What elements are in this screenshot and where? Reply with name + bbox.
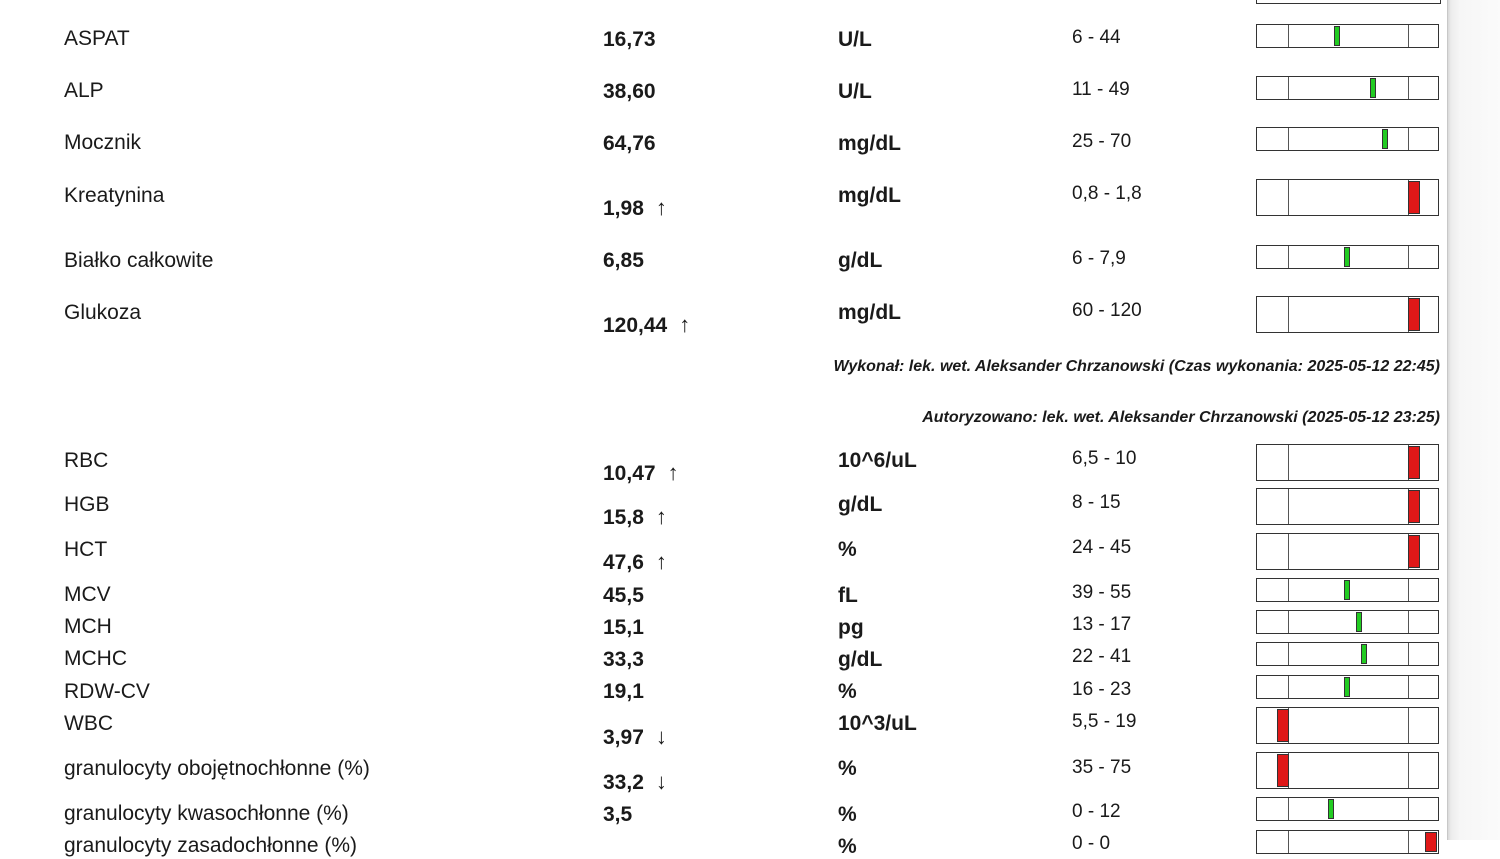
- result-unit: 10^6/uL: [838, 449, 917, 472]
- result-value: [603, 584, 644, 608]
- range-indicator-bar: [1256, 642, 1439, 666]
- range-upper-divider: [1408, 798, 1409, 820]
- range-indicator-bar: [1256, 127, 1439, 151]
- result-value: [603, 195, 667, 221]
- out-of-range-marker: [1277, 754, 1289, 787]
- range-indicator-bar: [1256, 488, 1439, 525]
- range-lower-divider: [1288, 297, 1289, 332]
- range-upper-divider: [1408, 611, 1409, 633]
- test-name: RDW-CV: [64, 680, 150, 703]
- result-unit: 10^3/uL: [838, 712, 917, 735]
- result-unit: U/L: [838, 28, 872, 51]
- test-name: MCHC: [64, 647, 127, 670]
- performed-by-signature: Wykonał: lek. wet. Aleksander Chrzanowski (Czas wykonania: 2025-05-12 22:45): [833, 358, 1440, 375]
- range-indicator-bar: [1256, 797, 1439, 821]
- authorized-by-signature: Autoryzowano: lek. wet. Aleksander Chrzanowski (2025-05-12 23:25): [922, 409, 1440, 426]
- out-of-range-marker: [1408, 181, 1420, 214]
- reference-range: 6,5 - 10: [1072, 448, 1137, 469]
- arrow-up-icon: ↑: [679, 312, 691, 337]
- test-name: RBC: [64, 449, 109, 472]
- reference-range: 0 - 0: [1072, 833, 1111, 854]
- reference-range: 0 - 12: [1072, 801, 1121, 822]
- result-value: [603, 504, 667, 530]
- range-lower-divider: [1288, 246, 1289, 268]
- arrow-up-icon: ↑: [655, 195, 667, 220]
- result-value: [603, 616, 644, 640]
- result-value-text: 33,3: [603, 648, 644, 671]
- result-unit: g/dL: [838, 249, 883, 272]
- reference-range: 25 - 70: [1072, 131, 1132, 152]
- test-name: granulocyty obojętnochłonne (%): [64, 757, 370, 780]
- range-upper-divider: [1408, 128, 1409, 150]
- reference-range: 6 - 44: [1072, 27, 1121, 48]
- result-value-text: 16,73: [603, 28, 656, 51]
- reference-range: 13 - 17: [1072, 614, 1132, 635]
- in-range-marker: [1334, 26, 1340, 46]
- reference-range: 22 - 41: [1072, 646, 1132, 667]
- reference-range: 35 - 75: [1072, 757, 1132, 778]
- range-indicator-bar: [1256, 610, 1439, 634]
- range-indicator-bar: [1256, 675, 1439, 699]
- result-unit: g/dL: [838, 648, 883, 671]
- result-unit: fL: [838, 584, 858, 607]
- range-indicator-bar: [1256, 76, 1439, 100]
- in-range-marker: [1344, 677, 1350, 697]
- result-value-text: 33,2: [603, 771, 644, 794]
- clipped-range-bar: [1256, 0, 1441, 4]
- reference-range: 24 - 45: [1072, 537, 1132, 558]
- result-value: [603, 680, 644, 704]
- test-name: WBC: [64, 712, 113, 735]
- result-value: [603, 803, 632, 827]
- arrow-up-icon: ↑: [655, 549, 667, 574]
- range-upper-divider: [1408, 831, 1409, 853]
- result-value: [603, 80, 656, 104]
- range-upper-divider: [1408, 77, 1409, 99]
- range-upper-divider: [1408, 246, 1409, 268]
- test-name: Białko całkowite: [64, 249, 214, 272]
- range-indicator-bar: [1256, 245, 1439, 269]
- out-of-range-marker: [1425, 832, 1437, 852]
- test-name: ASPAT: [64, 27, 130, 50]
- range-lower-divider: [1288, 676, 1289, 698]
- in-range-marker: [1344, 247, 1350, 267]
- range-upper-divider: [1408, 708, 1409, 743]
- range-lower-divider: [1288, 77, 1289, 99]
- test-name: HCT: [64, 538, 108, 561]
- range-upper-divider: [1408, 676, 1409, 698]
- arrow-down-icon: ↓: [655, 769, 667, 794]
- range-indicator-bar: [1256, 707, 1439, 744]
- result-value: [603, 648, 644, 672]
- result-value-text: 3,97: [603, 726, 644, 749]
- in-range-marker: [1328, 799, 1334, 819]
- result-unit: mg/dL: [838, 184, 901, 207]
- range-lower-divider: [1288, 831, 1289, 853]
- out-of-range-marker: [1408, 535, 1420, 568]
- range-lower-divider: [1288, 643, 1289, 665]
- range-indicator-bar: [1256, 444, 1439, 481]
- in-range-marker: [1382, 129, 1388, 149]
- result-value: [603, 549, 667, 575]
- range-upper-divider: [1408, 753, 1409, 788]
- result-value-text: 1,98: [603, 197, 644, 220]
- arrow-up-icon: ↑: [667, 460, 679, 485]
- in-range-marker: [1370, 78, 1376, 98]
- in-range-marker: [1356, 612, 1362, 632]
- result-value: [603, 249, 644, 273]
- range-lower-divider: [1288, 611, 1289, 633]
- range-lower-divider: [1288, 25, 1289, 47]
- range-lower-divider: [1288, 579, 1289, 601]
- result-value: [603, 724, 667, 750]
- range-indicator-bar: [1256, 179, 1439, 216]
- range-upper-divider: [1408, 579, 1409, 601]
- result-unit: mg/dL: [838, 301, 901, 324]
- out-of-range-marker: [1408, 446, 1420, 479]
- out-of-range-marker: [1408, 298, 1420, 331]
- result-value-text: 15,1: [603, 616, 644, 639]
- out-of-range-marker: [1277, 709, 1289, 742]
- in-range-marker: [1344, 580, 1350, 600]
- result-value-text: 10,47: [603, 462, 656, 485]
- range-lower-divider: [1288, 534, 1289, 569]
- range-indicator-bar: [1256, 296, 1439, 333]
- range-upper-divider: [1408, 643, 1409, 665]
- result-value: [603, 132, 656, 156]
- result-unit: %: [838, 538, 857, 561]
- range-indicator-bar: [1256, 830, 1439, 854]
- test-name: ALP: [64, 79, 104, 102]
- result-value-text: 64,76: [603, 132, 656, 155]
- reference-range: 8 - 15: [1072, 492, 1121, 513]
- result-value-text: 6,85: [603, 249, 644, 272]
- result-unit: %: [838, 835, 857, 858]
- result-unit: %: [838, 680, 857, 703]
- reference-range: 60 - 120: [1072, 300, 1142, 321]
- page-edge-shadow: [1447, 0, 1500, 840]
- test-name: Kreatynina: [64, 184, 165, 207]
- result-value-text: 15,8: [603, 506, 644, 529]
- reference-range: 5,5 - 19: [1072, 711, 1137, 732]
- arrow-up-icon: ↑: [655, 504, 667, 529]
- in-range-marker: [1361, 644, 1367, 664]
- range-lower-divider: [1288, 445, 1289, 480]
- range-indicator-bar: [1256, 752, 1439, 789]
- test-name: Glukoza: [64, 301, 142, 324]
- range-lower-divider: [1288, 798, 1289, 820]
- range-indicator-bar: [1256, 24, 1439, 48]
- result-value-text: 3,5: [603, 803, 633, 826]
- reference-range: 16 - 23: [1072, 679, 1132, 700]
- result-unit: %: [838, 757, 857, 780]
- test-name: MCH: [64, 615, 112, 638]
- result-unit: g/dL: [838, 493, 883, 516]
- result-value: [603, 28, 656, 52]
- test-name: Mocznik: [64, 131, 142, 154]
- reference-range: 0,8 - 1,8: [1072, 183, 1142, 204]
- range-lower-divider: [1288, 128, 1289, 150]
- result-value: [603, 312, 690, 338]
- arrow-down-icon: ↓: [655, 724, 667, 749]
- result-value: [603, 769, 667, 795]
- result-unit: pg: [838, 616, 864, 639]
- test-name: granulocyty kwasochłonne (%): [64, 802, 349, 825]
- test-name: HGB: [64, 493, 110, 516]
- result-value-text: 47,6: [603, 551, 644, 574]
- result-value-text: 38,60: [603, 80, 656, 103]
- test-name: MCV: [64, 583, 111, 606]
- reference-range: 6 - 7,9: [1072, 248, 1126, 269]
- reference-range: 11 - 49: [1072, 79, 1130, 100]
- result-unit: mg/dL: [838, 132, 901, 155]
- range-upper-divider: [1408, 25, 1409, 47]
- result-value: [603, 460, 679, 486]
- result-unit: %: [838, 803, 857, 826]
- range-lower-divider: [1288, 180, 1289, 215]
- range-lower-divider: [1288, 489, 1289, 524]
- reference-range: 39 - 55: [1072, 582, 1132, 603]
- out-of-range-marker: [1408, 490, 1420, 523]
- range-indicator-bar: [1256, 578, 1439, 602]
- range-indicator-bar: [1256, 533, 1439, 570]
- result-unit: U/L: [838, 80, 872, 103]
- result-value-text: 45,5: [603, 584, 644, 607]
- result-value-text: 19,1: [603, 680, 644, 703]
- test-name: granulocyty zasadochłonne (%): [64, 834, 357, 857]
- result-value-text: 120,44: [603, 314, 668, 337]
